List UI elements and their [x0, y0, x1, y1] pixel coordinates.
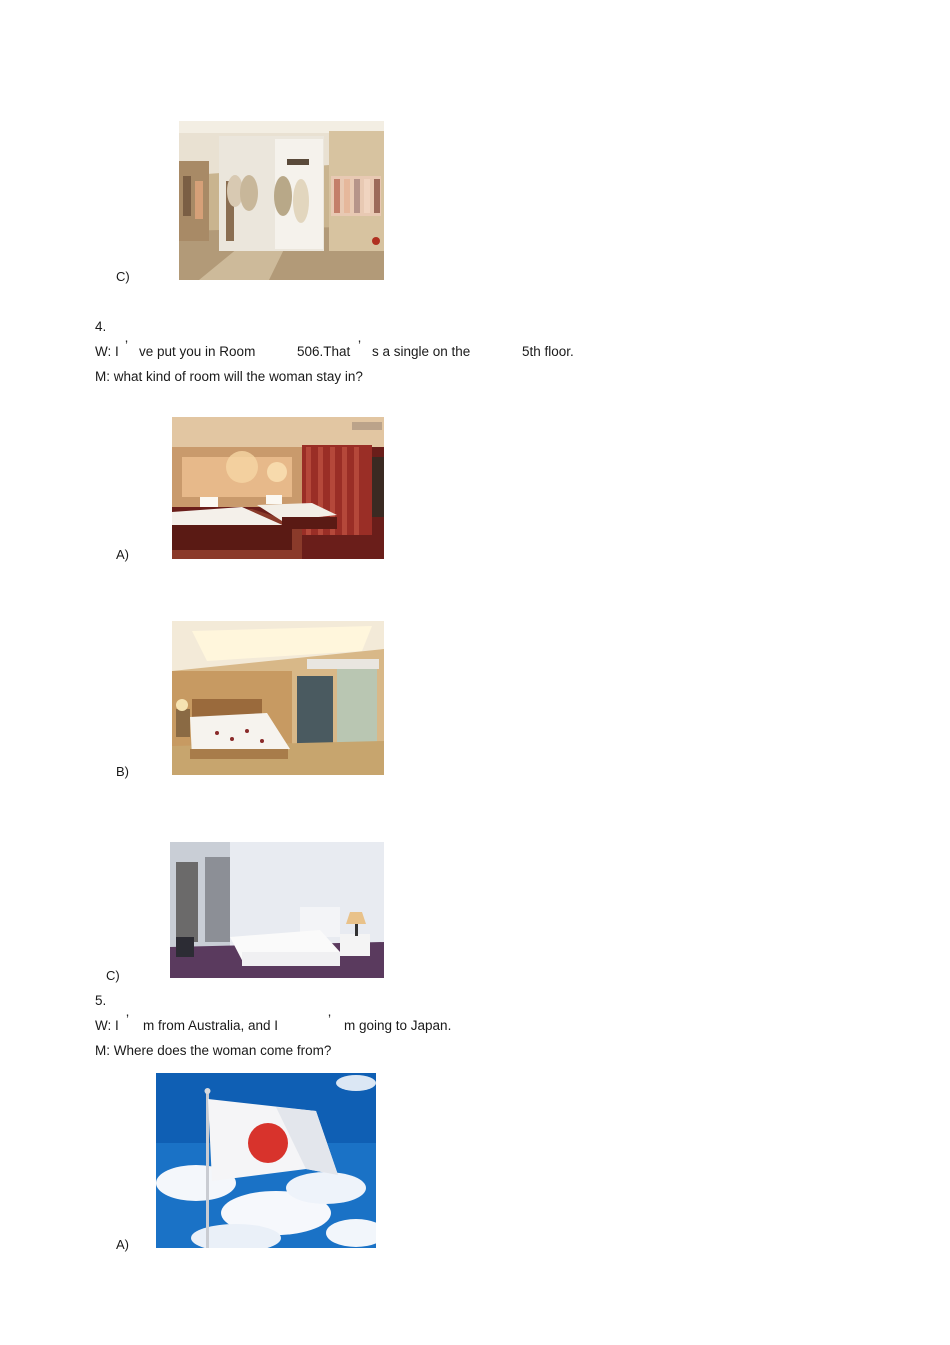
- q4-w-part-3: 506.That: [297, 344, 351, 359]
- q5-w-part-2: m from Australia, and I: [143, 1018, 279, 1033]
- q4-w-part-5: 5th floor.: [522, 344, 574, 359]
- q4-option-b-label: B): [116, 764, 129, 779]
- q4-man-line: M: what kind of room will the woman stay in?: [95, 369, 363, 384]
- q4-option-c-label: C): [106, 968, 120, 983]
- q4-w-part-4: s a single on the: [372, 344, 471, 359]
- q5-w-apostrophe-2: ’: [328, 1012, 331, 1027]
- q5-option-a-label: A): [116, 1237, 129, 1252]
- hotel-double-room-image: [172, 621, 384, 775]
- q4-w-apostrophe-1: ’: [125, 338, 128, 353]
- clothing-store-image: [179, 121, 384, 280]
- hotel-twin-room-image: [172, 417, 384, 559]
- q4-number: 4.: [95, 319, 107, 334]
- q4-w-part-2: ve put you in Room: [139, 344, 256, 359]
- q4-option-a-label: A): [116, 547, 129, 562]
- japan-flag-image: [156, 1073, 376, 1248]
- q5-w-part-3: m going to Japan.: [344, 1018, 452, 1033]
- q5-number: 5.: [95, 993, 107, 1008]
- single-bedroom-image: [170, 842, 384, 978]
- q5-w-apostrophe-1: ’: [126, 1012, 129, 1027]
- q3-option-c-label: C): [116, 269, 130, 284]
- q5-w-part-1: W: I: [95, 1018, 119, 1033]
- q4-w-part-1: W: I: [95, 344, 119, 359]
- q4-w-apostrophe-2: ’: [358, 338, 361, 353]
- q5-man-line: M: Where does the woman come from?: [95, 1043, 332, 1058]
